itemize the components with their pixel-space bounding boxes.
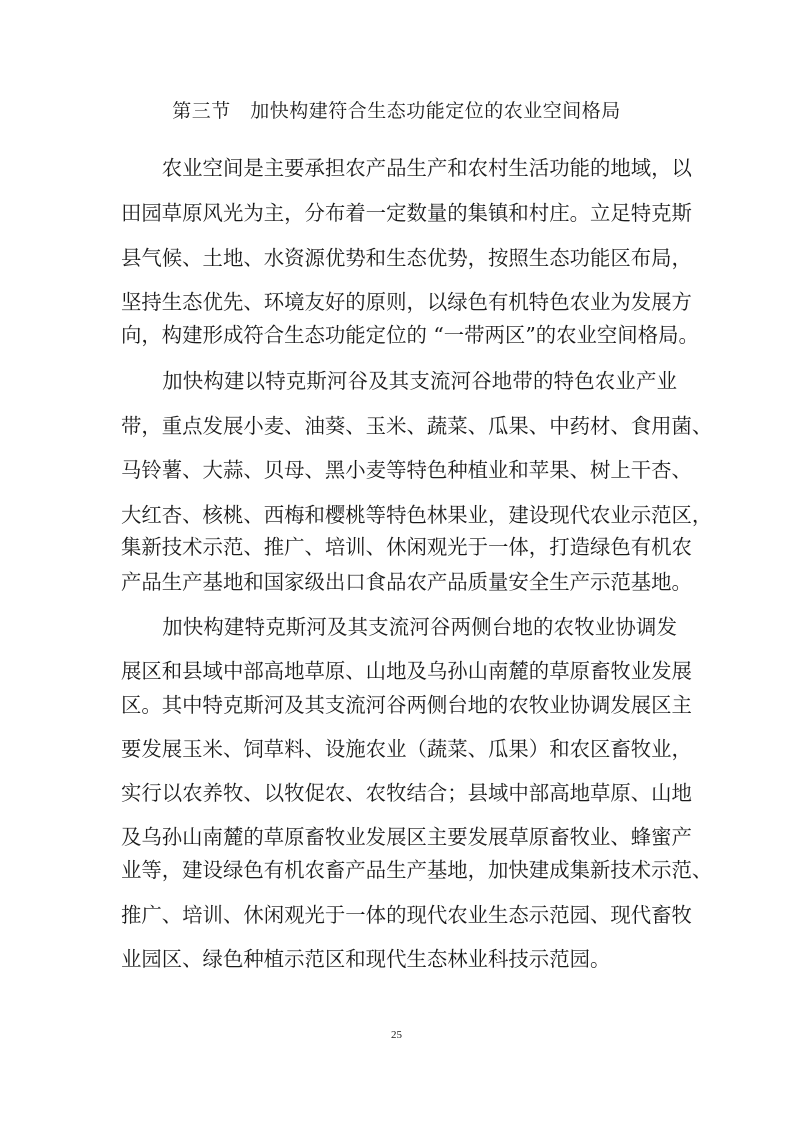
paragraph-2-line: 马铃薯、大蒜、贝母、黑小麦等特色种植业和苹果、树上干杏、 (121, 458, 692, 482)
paragraph-1-line: 坚持生态优先、环境友好的原则，以绿色有机特色农业为发展方 (121, 290, 692, 314)
paragraph-3-line: 推广、培训、休闲观光于一体的现代农业生态示范园、现代畜牧 (121, 903, 692, 927)
paragraph-1-line: 农业空间是主要承担农产品生产和农村生活功能的地域，以 (121, 156, 692, 180)
paragraph-3-line: 实行以农养牧、以牧促农、农牧结合；县域中部高地草原、山地 (121, 781, 692, 805)
paragraph-3-line: 业园区、绿色种植示范区和现代生态林业科技示范园。 (121, 947, 611, 971)
paragraph-2-line: 带，重点发展小麦、油葵、玉米、蔬菜、瓜果、中药材、食用菌、 (121, 414, 713, 438)
paragraph-2-line: 集新技术示范、推广、培训、休闲观光于一体，打造绿色有机农 (121, 535, 692, 559)
paragraph-1-line: 向，构建形成符合生态功能定位的 “一带两区”的农业空间格局。 (121, 323, 699, 347)
paragraph-3-line: 及乌孙山南麓的草原畜牧业发展区主要发展草原畜牧业、蜂蜜产 (121, 825, 692, 849)
paragraph-2-line: 大红杏、核桃、西梅和樱桃等特色林果业，建设现代农业示范区， (121, 503, 713, 527)
page-number: 25 (391, 1029, 402, 1041)
paragraph-3-line: 加快构建特克斯河及其支流河谷两侧台地的农牧业协调发 (121, 615, 677, 639)
paragraph-2-line: 产品生产基地和国家级出口食品农产品质量安全生产示范基地。 (121, 570, 692, 594)
paragraph-1-line: 县气候、土地、水资源优势和生态优势，按照生态功能区布局， (121, 246, 692, 270)
paragraph-1-line: 田园草原风光为主，分布着一定数量的集镇和村庄。立足特克斯 (121, 201, 692, 225)
paragraph-3-line: 要发展玉米、饲草料、设施农业（蔬菜、瓜果）和农区畜牧业， (121, 737, 692, 761)
section-title: 第三节 加快构建符合生态功能定位的农业空间格局 (172, 100, 621, 122)
paragraph-3-line: 业等，建设绿色有机农畜产品生产基地，加快建成集新技术示范、 (121, 858, 713, 882)
paragraph-3-line: 区。其中特克斯河及其支流河谷两侧台地的农牧业协调发展区主 (121, 693, 692, 717)
paragraph-2-line: 加快构建以特克斯河谷及其支流河谷地带的特色农业产业 (121, 369, 677, 393)
paragraph-3-line: 展区和县域中部高地草原、山地及乌孙山南麓的草原畜牧业发展 (121, 659, 692, 683)
